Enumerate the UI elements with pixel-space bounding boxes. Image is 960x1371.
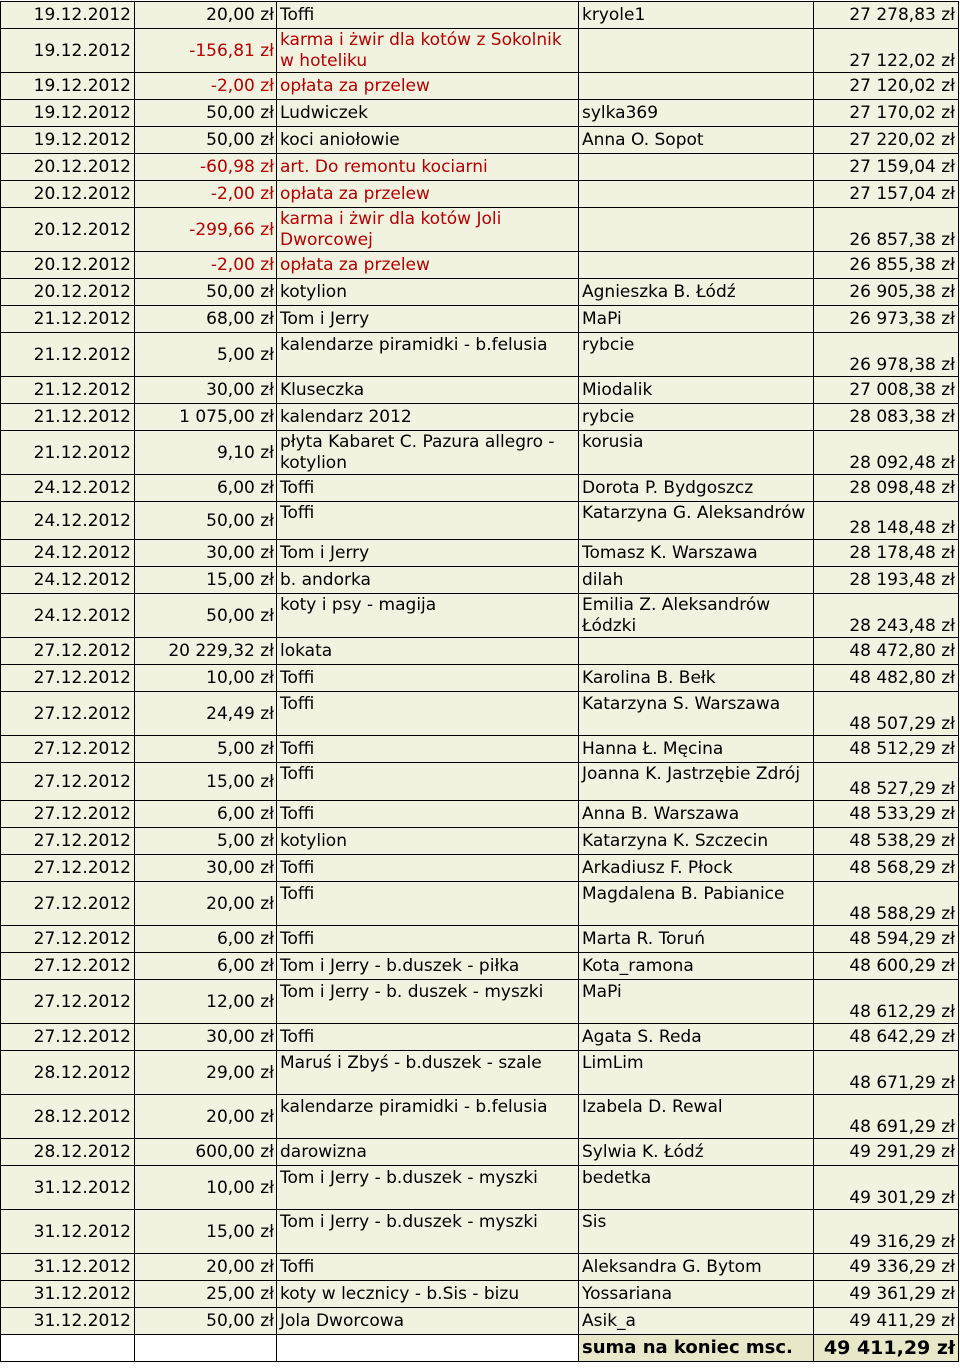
row-title: Ludwiczek [277, 100, 579, 127]
table-row [1, 1254, 959, 1281]
row-balance: 26 973,38 zł [814, 306, 959, 333]
row-date: 27.12.2012 [1, 736, 135, 763]
row-title: karma i żwir dla kotów z Sokolnik w hoteliku [277, 29, 579, 73]
row-title: Toffi [277, 855, 579, 882]
row-donor: Aleksandra G. Bytom [579, 1254, 814, 1281]
table-row [1, 208, 959, 252]
row-date: 21.12.2012 [1, 377, 135, 404]
row-donor: rybcie [579, 333, 814, 377]
row-donor [579, 638, 814, 665]
row-title: Toffi [277, 763, 579, 801]
row-amount: 10,00 zł [135, 665, 277, 692]
table-row [1, 475, 959, 502]
row-donor: rybcie [579, 404, 814, 431]
row-date: 28.12.2012 [1, 1139, 135, 1166]
row-date: 28.12.2012 [1, 1051, 135, 1095]
row-date: 20.12.2012 [1, 154, 135, 181]
row-title: Toffi [277, 692, 579, 736]
row-title: kalendarz 2012 [277, 404, 579, 431]
row-date: 19.12.2012 [1, 2, 135, 29]
row-donor [579, 73, 814, 100]
row-balance: 48 507,29 zł [814, 692, 959, 736]
row-title: opłata za przelew [277, 252, 579, 279]
summary-spacer [1, 1335, 135, 1362]
row-amount: -2,00 zł [135, 73, 277, 100]
row-date: 31.12.2012 [1, 1254, 135, 1281]
row-date: 21.12.2012 [1, 333, 135, 377]
row-title: kotylion [277, 828, 579, 855]
summary-label: suma na koniec msc. [579, 1335, 814, 1362]
row-balance: 27 159,04 zł [814, 154, 959, 181]
table-row [1, 665, 959, 692]
row-date: 27.12.2012 [1, 882, 135, 926]
row-balance: 48 600,29 zł [814, 953, 959, 980]
row-title: Tom i Jerry - b.duszek - piłka [277, 953, 579, 980]
table-row [1, 1308, 959, 1335]
row-donor: dilah [579, 567, 814, 594]
row-date: 19.12.2012 [1, 29, 135, 73]
row-balance: 28 098,48 zł [814, 475, 959, 502]
row-donor: Emilia Z. Aleksandrów Łódzki [579, 594, 814, 638]
row-amount: 12,00 zł [135, 980, 277, 1024]
row-donor: Karolina B. Bełk [579, 665, 814, 692]
table-row [1, 29, 959, 73]
row-balance: 48 538,29 zł [814, 828, 959, 855]
row-amount: -2,00 zł [135, 181, 277, 208]
row-donor: MaPi [579, 980, 814, 1024]
row-date: 27.12.2012 [1, 1024, 135, 1051]
row-balance: 49 301,29 zł [814, 1166, 959, 1210]
table-row [1, 404, 959, 431]
row-date: 19.12.2012 [1, 100, 135, 127]
row-title: Toffi [277, 1024, 579, 1051]
row-date: 27.12.2012 [1, 692, 135, 736]
row-donor: korusia [579, 431, 814, 475]
table-row [1, 567, 959, 594]
row-date: 24.12.2012 [1, 594, 135, 638]
row-title: płyta Kabaret C. Pazura allegro - kotylion [277, 431, 579, 475]
row-date: 20.12.2012 [1, 181, 135, 208]
row-donor [579, 154, 814, 181]
row-donor: Sis [579, 1210, 814, 1254]
summary-spacer [277, 1335, 579, 1362]
table-row [1, 1139, 959, 1166]
row-title: opłata za przelew [277, 181, 579, 208]
row-balance: 48 533,29 zł [814, 801, 959, 828]
row-date: 27.12.2012 [1, 828, 135, 855]
row-amount: 50,00 zł [135, 502, 277, 540]
row-title: Tom i Jerry - b.duszek - myszki [277, 1210, 579, 1254]
row-amount: 6,00 zł [135, 801, 277, 828]
row-amount: 5,00 zł [135, 736, 277, 763]
row-title: art. Do remontu kociarni [277, 154, 579, 181]
row-balance: 48 472,80 zł [814, 638, 959, 665]
table-row [1, 252, 959, 279]
row-amount: 20 229,32 zł [135, 638, 277, 665]
row-date: 27.12.2012 [1, 638, 135, 665]
row-title: Maruś i Zbyś - b.duszek - szale [277, 1051, 579, 1095]
table-row [1, 594, 959, 638]
row-balance: 48 482,80 zł [814, 665, 959, 692]
row-amount: 50,00 zł [135, 279, 277, 306]
row-balance: 48 642,29 zł [814, 1024, 959, 1051]
row-date: 27.12.2012 [1, 926, 135, 953]
row-balance: 48 691,29 zł [814, 1095, 959, 1139]
row-amount: 5,00 zł [135, 828, 277, 855]
table-row [1, 763, 959, 801]
row-donor: kryole1 [579, 2, 814, 29]
row-donor [579, 181, 814, 208]
row-donor: Agata S. Reda [579, 1024, 814, 1051]
row-date: 21.12.2012 [1, 404, 135, 431]
row-donor: MaPi [579, 306, 814, 333]
row-date: 24.12.2012 [1, 540, 135, 567]
row-date: 31.12.2012 [1, 1166, 135, 1210]
row-title: Toffi [277, 2, 579, 29]
row-amount: 20,00 zł [135, 2, 277, 29]
row-donor: Katarzyna G. Aleksandrów [579, 502, 814, 540]
row-amount: 29,00 zł [135, 1051, 277, 1095]
table-row [1, 638, 959, 665]
table-row [1, 1095, 959, 1139]
row-title: Toffi [277, 926, 579, 953]
row-balance: 26 855,38 zł [814, 252, 959, 279]
row-balance: 48 588,29 zł [814, 882, 959, 926]
row-balance: 28 178,48 zł [814, 540, 959, 567]
row-donor: Sylwia K. Łódź [579, 1139, 814, 1166]
row-title: darowizna [277, 1139, 579, 1166]
table-row [1, 100, 959, 127]
row-amount: 9,10 zł [135, 431, 277, 475]
row-amount: 68,00 zł [135, 306, 277, 333]
row-title: Tom i Jerry - b. duszek - myszki [277, 980, 579, 1024]
table-row [1, 279, 959, 306]
row-balance: 48 568,29 zł [814, 855, 959, 882]
row-amount: -299,66 zł [135, 208, 277, 252]
row-title: Toffi [277, 736, 579, 763]
table-row [1, 692, 959, 736]
row-amount: 30,00 zł [135, 1024, 277, 1051]
row-donor [579, 252, 814, 279]
row-balance: 49 361,29 zł [814, 1281, 959, 1308]
row-balance: 48 527,29 zł [814, 763, 959, 801]
table-row [1, 1051, 959, 1095]
row-balance: 48 594,29 zł [814, 926, 959, 953]
row-amount: 50,00 zł [135, 594, 277, 638]
row-balance: 48 671,29 zł [814, 1051, 959, 1095]
row-balance: 27 008,38 zł [814, 377, 959, 404]
row-date: 27.12.2012 [1, 855, 135, 882]
row-date: 31.12.2012 [1, 1281, 135, 1308]
row-title: karma i żwir dla kotów Joli Dworcowej [277, 208, 579, 252]
row-donor: Asik_a [579, 1308, 814, 1335]
row-balance: 49 411,29 zł [814, 1308, 959, 1335]
row-title: Toffi [277, 1254, 579, 1281]
row-donor: Dorota P. Bydgoszcz [579, 475, 814, 502]
row-balance: 28 148,48 zł [814, 502, 959, 540]
table-row [1, 1210, 959, 1254]
row-balance: 27 120,02 zł [814, 73, 959, 100]
row-balance: 49 291,29 zł [814, 1139, 959, 1166]
table-row [1, 801, 959, 828]
row-balance: 26 857,38 zł [814, 208, 959, 252]
table-row [1, 154, 959, 181]
table-row [1, 828, 959, 855]
row-title: Toffi [277, 502, 579, 540]
row-title: kalendarze piramidki - b.felusia [277, 333, 579, 377]
row-date: 27.12.2012 [1, 763, 135, 801]
row-donor: Arkadiusz F. Płock [579, 855, 814, 882]
row-title: Toffi [277, 475, 579, 502]
row-donor: Katarzyna S. Warszawa [579, 692, 814, 736]
row-title: Tom i Jerry [277, 306, 579, 333]
row-balance: 26 905,38 zł [814, 279, 959, 306]
summary-spacer [135, 1335, 277, 1362]
row-title: Kluseczka [277, 377, 579, 404]
row-date: 20.12.2012 [1, 252, 135, 279]
table-row [1, 431, 959, 475]
row-amount: 1 075,00 zł [135, 404, 277, 431]
row-amount: 15,00 zł [135, 763, 277, 801]
row-balance: 48 612,29 zł [814, 980, 959, 1024]
ledger-table [0, 1, 959, 1362]
row-balance: 48 512,29 zł [814, 736, 959, 763]
row-title: Tom i Jerry - b.duszek - myszki [277, 1166, 579, 1210]
row-donor: Izabela D. Rewal [579, 1095, 814, 1139]
row-donor: Agnieszka B. Łódź [579, 279, 814, 306]
row-amount: 30,00 zł [135, 540, 277, 567]
summary-row [1, 1335, 959, 1362]
table-row [1, 855, 959, 882]
row-date: 24.12.2012 [1, 502, 135, 540]
row-balance: 28 243,48 zł [814, 594, 959, 638]
table-row [1, 377, 959, 404]
table-row [1, 1166, 959, 1210]
row-donor: Marta R. Toruń [579, 926, 814, 953]
row-amount: -60,98 zł [135, 154, 277, 181]
row-title: opłata za przelew [277, 73, 579, 100]
row-amount: 30,00 zł [135, 377, 277, 404]
row-amount: 25,00 zł [135, 1281, 277, 1308]
table-row [1, 73, 959, 100]
row-amount: 50,00 zł [135, 1308, 277, 1335]
row-donor: Anna B. Warszawa [579, 801, 814, 828]
table-row [1, 502, 959, 540]
row-balance: 49 336,29 zł [814, 1254, 959, 1281]
row-title: Toffi [277, 882, 579, 926]
row-title: kalendarze piramidki - b.felusia [277, 1095, 579, 1139]
table-row [1, 926, 959, 953]
table-row [1, 181, 959, 208]
row-balance: 28 083,38 zł [814, 404, 959, 431]
table-row [1, 1281, 959, 1308]
row-donor: Katarzyna K. Szczecin [579, 828, 814, 855]
summary-value: 49 411,29 zł [814, 1335, 959, 1362]
row-amount: 6,00 zł [135, 926, 277, 953]
row-date: 19.12.2012 [1, 127, 135, 154]
row-balance: 27 170,02 zł [814, 100, 959, 127]
row-date: 20.12.2012 [1, 208, 135, 252]
row-title: kotylion [277, 279, 579, 306]
row-donor: Anna O. Sopot [579, 127, 814, 154]
row-amount: 600,00 zł [135, 1139, 277, 1166]
row-donor: bedetka [579, 1166, 814, 1210]
table-row [1, 736, 959, 763]
row-date: 31.12.2012 [1, 1308, 135, 1335]
row-amount: 15,00 zł [135, 567, 277, 594]
row-title: Toffi [277, 665, 579, 692]
row-balance: 27 220,02 zł [814, 127, 959, 154]
row-balance: 28 092,48 zł [814, 431, 959, 475]
table-row [1, 127, 959, 154]
row-date: 24.12.2012 [1, 475, 135, 502]
row-title: Tom i Jerry [277, 540, 579, 567]
row-balance: 49 316,29 zł [814, 1210, 959, 1254]
row-amount: 6,00 zł [135, 953, 277, 980]
row-balance: 26 978,38 zł [814, 333, 959, 377]
row-amount: 5,00 zł [135, 333, 277, 377]
row-balance: 27 157,04 zł [814, 181, 959, 208]
row-donor [579, 208, 814, 252]
row-amount: 30,00 zł [135, 855, 277, 882]
ledger-body [1, 2, 959, 1362]
row-donor: Magdalena B. Pabianice [579, 882, 814, 926]
row-donor: Hanna Ł. Męcina [579, 736, 814, 763]
row-balance: 28 193,48 zł [814, 567, 959, 594]
row-date: 19.12.2012 [1, 73, 135, 100]
row-balance: 27 278,83 zł [814, 2, 959, 29]
row-amount: -156,81 zł [135, 29, 277, 73]
row-title: koty i psy - magija [277, 594, 579, 638]
row-donor: sylka369 [579, 100, 814, 127]
row-title: lokata [277, 638, 579, 665]
row-date: 27.12.2012 [1, 953, 135, 980]
row-amount: 24,49 zł [135, 692, 277, 736]
row-donor: LimLim [579, 1051, 814, 1095]
table-row [1, 333, 959, 377]
row-title: Jola Dworcowa [277, 1308, 579, 1335]
row-donor: Miodalik [579, 377, 814, 404]
row-date: 21.12.2012 [1, 431, 135, 475]
row-amount: 15,00 zł [135, 1210, 277, 1254]
row-date: 21.12.2012 [1, 306, 135, 333]
table-row [1, 540, 959, 567]
row-title: b. andorka [277, 567, 579, 594]
row-balance: 27 122,02 zł [814, 29, 959, 73]
row-amount: 20,00 zł [135, 1254, 277, 1281]
row-date: 31.12.2012 [1, 1210, 135, 1254]
row-amount: 6,00 zł [135, 475, 277, 502]
row-donor: Kota_ramona [579, 953, 814, 980]
row-title: koty w lecznicy - b.Sis - bizu [277, 1281, 579, 1308]
table-row [1, 980, 959, 1024]
table-row [1, 306, 959, 333]
row-amount: 50,00 zł [135, 100, 277, 127]
row-donor: Joanna K. Jastrzębie Zdrój [579, 763, 814, 801]
row-date: 28.12.2012 [1, 1095, 135, 1139]
row-amount: 10,00 zł [135, 1166, 277, 1210]
row-date: 27.12.2012 [1, 665, 135, 692]
row-donor [579, 29, 814, 73]
row-date: 20.12.2012 [1, 279, 135, 306]
row-date: 24.12.2012 [1, 567, 135, 594]
row-donor: Tomasz K. Warszawa [579, 540, 814, 567]
table-row [1, 2, 959, 29]
row-title: Toffi [277, 801, 579, 828]
row-amount: 50,00 zł [135, 127, 277, 154]
table-row [1, 1024, 959, 1051]
row-title: koci aniołowie [277, 127, 579, 154]
row-date: 27.12.2012 [1, 980, 135, 1024]
table-row [1, 953, 959, 980]
row-date: 27.12.2012 [1, 801, 135, 828]
row-amount: 20,00 zł [135, 1095, 277, 1139]
row-amount: 20,00 zł [135, 882, 277, 926]
row-amount: -2,00 zł [135, 252, 277, 279]
row-donor: Yossariana [579, 1281, 814, 1308]
table-row [1, 882, 959, 926]
